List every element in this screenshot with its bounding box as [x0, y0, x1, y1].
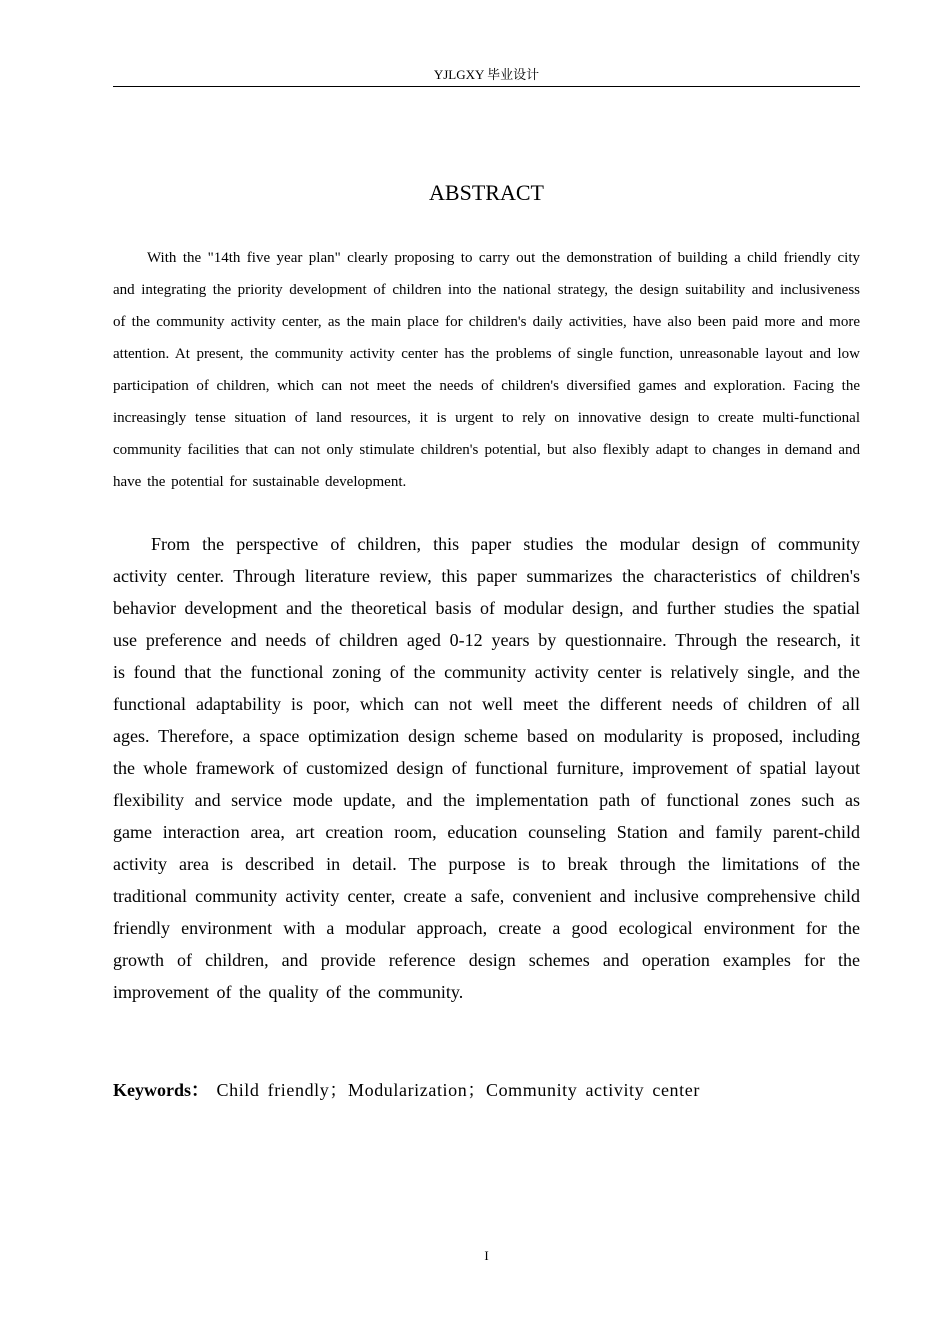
header-divider	[113, 86, 860, 87]
keywords-text: Child friendly；Modularization；Community activity center	[216, 1080, 700, 1100]
abstract-paragraph-2: From the perspective of children, this paper studies the modular design of community activity center. Through literature review, this paper summarizes the characteristics of children's behavior development and the theoretical basis of modular design, and further studies the spatial use preference and needs of children aged 0-12 years by questionnaire. Through the research, it is found that the functional zoning of the community activity center is relatively single, and the functional adaptability is poor, which can not well meet the different needs of children of all ages. Therefore, a space optimization design scheme based on modularity is proposed, including the whole framework of customized design of functional furniture, improvement of spatial layout flexibility and service mode update, and the implementation path of functional zones such as game interaction area, art creation room, education counseling Station and family parent-child activity area is described in detail. The purpose is to break through the limitations of the traditional community activity center, create a safe, convenient and inclusive comprehensive child friendly environment with a modular approach, create a good ecological environment for the growth of children, and provide reference design schemes and operation examples for the improvement of the quality of the community.	[113, 534, 860, 1002]
page-header: YJLGXY 毕业设计	[433, 67, 540, 82]
abstract-title: ABSTRACT	[429, 180, 544, 205]
abstract-paragraph-1: With the "14th five year plan" clearly proposing to carry out the demonstration of building a child friendly city and integrating the priority development of children into the national strategy, the design suitability and inclusiveness of the community activity center, as the main place for children's daily activities, have also been paid more and more attention. At present, the community activity center has the problems of single function, unreasonable layout and low participation of children, which can not meet the needs of children's diversified games and exploration. Facing the increasingly tense situation of land resources, it is urgent to rely on innovative design to create multi-functional community facilities that can not only stimulate children's potential, but also flexibly adapt to changes in demand and have the potential for sustainable development.	[113, 250, 860, 490]
keywords-line	[113, 1075, 860, 1105]
keywords-label: Keywords：	[113, 1080, 209, 1100]
page-number: I	[484, 1248, 489, 1263]
